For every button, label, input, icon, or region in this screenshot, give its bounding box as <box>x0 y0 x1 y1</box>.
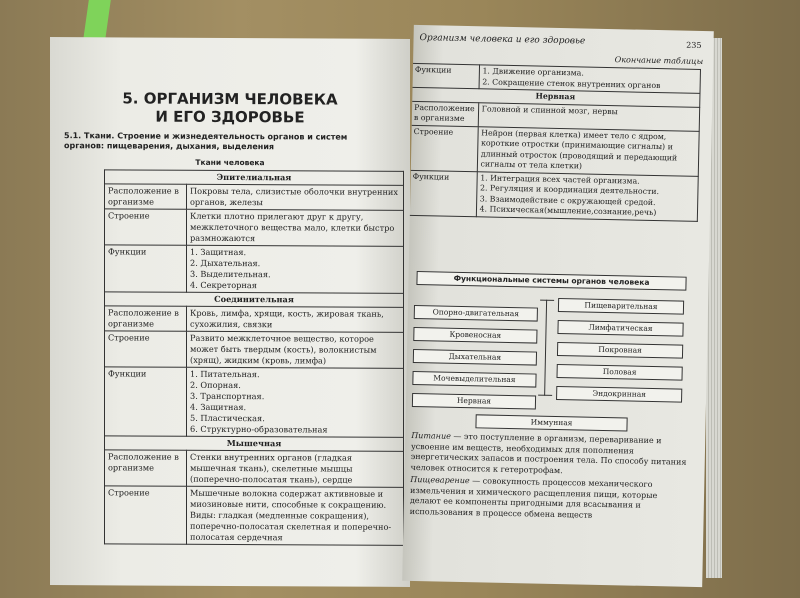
box-reproductive: Половая <box>556 364 682 381</box>
list-item: 1. Защитная. <box>190 246 247 258</box>
list-item: 3. Взаимодействие с окружающей средой. <box>479 193 656 207</box>
row-value: Стенки внутренних органов (гладкая мышечная ткань), скелетные мышцы (поперечно-полосатая ткань), сердце <box>187 450 404 487</box>
table-row <box>105 184 404 211</box>
list-item: 1. Движение организма. <box>482 66 584 78</box>
table-caption: Ткани человека <box>195 157 265 168</box>
row-list <box>187 245 404 293</box>
row-list <box>187 367 404 437</box>
row-value: Нейрон (первая клетка) имеет тело с ядром, короткие отростки (принимающие сигналы) и длинный отросток (проводящий и передающий сигналы от тела клетки) <box>477 126 699 176</box>
list-item: 4. Психическая(мышление,сознание,речь) <box>479 204 657 218</box>
box-respiratory: Дыхательная <box>413 349 537 366</box>
list-item: 3. Транспортная. <box>190 390 265 402</box>
tissues-table <box>104 169 404 546</box>
list-item: 3. Выделительная. <box>190 268 271 280</box>
section-connective: Соединительная <box>105 292 404 308</box>
left-page <box>50 37 410 587</box>
table-row <box>408 170 698 221</box>
chapter-title-line1: 5. ОРГАНИЗМ ЧЕЛОВЕКА <box>122 89 338 109</box>
definitions-text <box>410 431 690 523</box>
definition-digestion: — совокупность процессов механического измельчения и химического расщепления пищи, которые делают ее компоненты пригодными для всасывания и использования в процессе обмена веществ <box>409 476 658 520</box>
row-label: Расположение в организме <box>105 450 187 486</box>
row-label: Функции <box>411 63 479 88</box>
row-label: Расположение в организме <box>105 184 187 209</box>
section-nerve: Нервная <box>411 87 700 107</box>
list-item: 1. Интеграция всех частей организма. <box>480 172 640 186</box>
table-row <box>105 367 404 438</box>
row-label: Строение <box>105 331 187 367</box>
list-item: 2. Сокращение стенок внутренних органов <box>482 76 661 90</box>
box-musculoskeletal: Опорно-двигательная <box>414 305 538 322</box>
row-value: Кровь, лимфа, хрящи, кость, жировая ткань, сухожилия, связки <box>187 306 404 332</box>
box-immune: Иммунная <box>475 414 627 431</box>
table-note: Окончание таблицы <box>614 55 704 66</box>
connector-line <box>540 300 554 301</box>
row-list <box>476 171 698 221</box>
row-value: Головной и спинной мозг, нервы <box>478 102 700 131</box>
table-row <box>105 245 404 294</box>
list-item: 4. Секреторная <box>190 279 257 291</box>
list-item: 1. Питательная. <box>190 368 260 380</box>
row-label: Строение <box>409 125 478 171</box>
chapter-title-line2: И ЕГО ЗДОРОВЬЕ <box>155 107 305 127</box>
diagram-title: Функциональные системы органов человека <box>416 271 686 291</box>
section-epithelial: Эпителиальная <box>105 170 404 186</box>
table-row <box>105 209 404 247</box>
section-muscle: Мышечная <box>105 436 404 452</box>
box-digestive: Пищеварительная <box>558 298 684 315</box>
box-endocrine: Эндокринная <box>556 386 682 403</box>
list-item: 2. Дыхательная. <box>190 257 261 269</box>
list-item: 2. Опорная. <box>190 379 241 391</box>
row-value: Мышечные волокна содержат активновые и миозиновые нити, способные к сокращению. Виды: гладкая (медленные сокращения), поперечно-полосатая скелетная и поперечно-полосатая сердечная <box>187 486 404 545</box>
row-value: Покровы тела, слизистые оболочки внутренних органов, железы <box>187 184 404 210</box>
box-lymphatic: Лимфатическая <box>557 320 683 337</box>
table-row <box>105 306 404 333</box>
row-label: Расположение в организме <box>105 306 187 331</box>
row-label: Строение <box>105 486 187 544</box>
right-page <box>402 25 714 587</box>
connector-line <box>544 300 547 396</box>
row-label: Функции <box>105 367 187 436</box>
paragraph-digestion <box>410 475 689 523</box>
row-value: Клетки плотно прилегают друг к другу, межклеточного вещества мало, клетки быстро размножаются <box>187 209 404 246</box>
row-label: Строение <box>105 209 187 245</box>
row-label: Функции <box>408 170 477 216</box>
bookmark-ribbon <box>83 0 111 40</box>
box-integumentary: Покровная <box>557 342 683 359</box>
table-row <box>105 486 404 546</box>
definition-nutrition: — это поступление в организм, переваривание и усвоение им веществ, необходимых для пополнения энергетических запасов и построения тела. По способу питания человек относится к гетеротрофам. <box>410 431 687 475</box>
term-nutrition: Питание <box>411 430 451 441</box>
page-number: 235 <box>686 40 702 50</box>
term-digestion: Пищеварение <box>410 474 470 486</box>
running-head: Организм человека и его здоровье <box>419 33 586 47</box>
list-item: 6. Структурно-образовательная <box>190 423 328 435</box>
section-title: 5.1. Ткани. Строение и жизнедеятельность органов и систем органов: пищеварения, дыхания, выделения <box>64 131 348 152</box>
table-row <box>105 331 404 369</box>
table-row <box>409 125 699 176</box>
connector-line <box>538 395 552 396</box>
list-item: 5. Пластическая. <box>190 412 265 424</box>
list-item: 4. Защитная. <box>190 401 247 413</box>
row-label: Функции <box>105 245 187 292</box>
row-value: Развито межклеточное вещество, которое может быть твердым (кость), волокнистым (хрящ), жидким (кровь, лимфа) <box>187 331 404 368</box>
paragraph-nutrition <box>410 431 689 479</box>
list-item: 2. Регуляция и координация деятельности. <box>479 183 660 197</box>
box-nervous: Нервная <box>412 393 536 410</box>
table-row <box>105 450 404 488</box>
box-circulatory: Кровеносная <box>413 327 537 344</box>
box-urinary: Мочевыделительная <box>412 371 536 388</box>
nerve-table <box>408 63 701 222</box>
row-label: Расположение в организме <box>410 101 478 126</box>
